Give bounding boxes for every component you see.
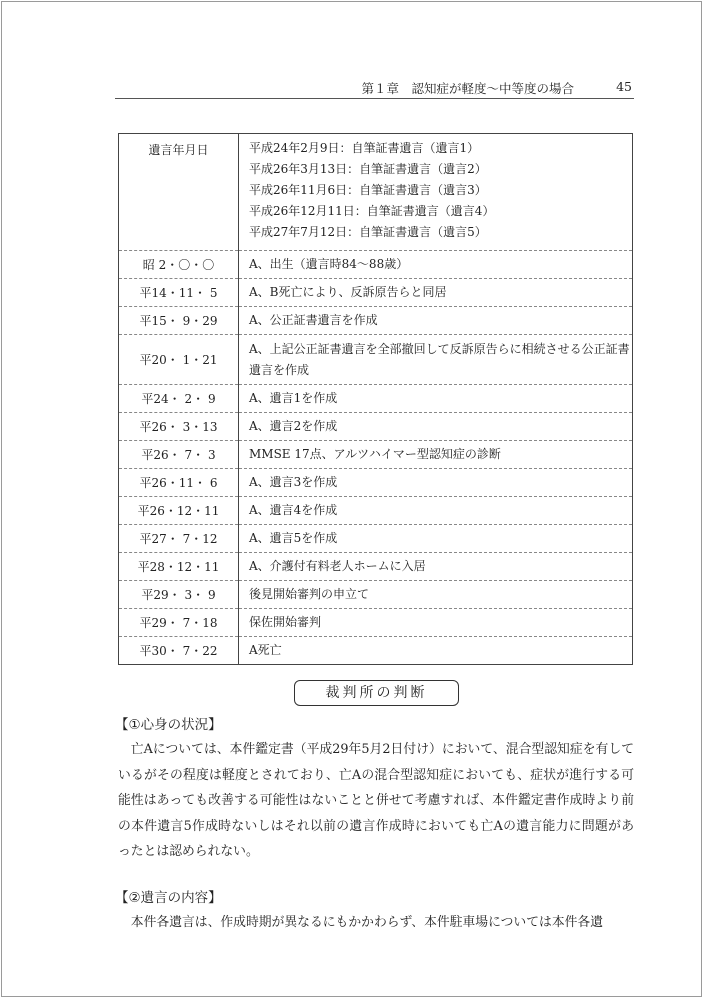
section-heading-mental-state: 【①心身の状況】 (115, 717, 222, 733)
row-date: 平27・ 7・12 (119, 525, 239, 553)
running-header (115, 78, 634, 99)
row-date: 平30・ 7・22 (119, 637, 239, 665)
table-row (119, 609, 633, 637)
table-row (119, 553, 633, 581)
row-date: 平24・ 2・ 9 (119, 385, 239, 413)
will-date-item: 平成26年11月6日：自筆証書遺言（遺言3） (249, 183, 487, 197)
chronology-table (118, 133, 633, 665)
row-date: 平29・ 7・18 (119, 609, 239, 637)
row-event: A、遺言3を作成 (239, 469, 633, 497)
row-date: 平26・ 7・ 3 (119, 441, 239, 469)
row-date: 平26・ 3・13 (119, 413, 239, 441)
will-dates-list (239, 134, 633, 251)
row-event: A、B死亡により、反訴原告らと同居 (239, 279, 633, 307)
row-event: A、上記公正証書遺言を全部撤回して反訴原告らに相続させる公正証書遺言を作成 (239, 335, 633, 385)
section-body-mental-state: 亡Aについては、本件鑑定書（平成29年5月2日付け）において、混合型認知症を有しているがその程度は軽度とされており、亡Aの混合型認知症においても、症状が進行する可能性はあっても改善する可能性はないことと併せて考慮すれば、本件鑑定書作成時より前の本件遺言5作成時ないしはそれ以前の遺言作成時においても亡Aの遺言能力に問題があったとは認められない。 (118, 742, 634, 859)
section-body-will-content: 本件各遺言は、作成時期が異なるにもかかわらず、本件駐車場については本件各遺 (130, 915, 604, 930)
row-date: 平29・ 3・ 9 (119, 581, 239, 609)
row-date: 昭 2・〇・〇 (119, 251, 239, 279)
row-event: A、遺言4を作成 (239, 497, 633, 525)
row-date: 平15・ 9・29 (119, 307, 239, 335)
table-row (119, 581, 633, 609)
page-number: 45 (616, 79, 632, 94)
row-event: A、介護付有料老人ホームに入居 (239, 553, 633, 581)
table-row (119, 335, 633, 385)
row-event: A、遺言2を作成 (239, 413, 633, 441)
row-date: 平14・11・ 5 (119, 279, 239, 307)
row-event: A、遺言1を作成 (239, 385, 633, 413)
row-event: MMSE 17点、アルツハイマー型認知症の診断 (239, 441, 633, 469)
will-date-item: 平成27年7月12日：自筆証書遺言（遺言5） (249, 225, 487, 239)
row-event: 保佐開始審判 (239, 609, 633, 637)
row-date: 平28・12・11 (119, 553, 239, 581)
table-row (119, 469, 633, 497)
will-dates-label: 遺言年月日 (119, 134, 239, 251)
table-row (119, 525, 633, 553)
section-title-box: 裁判所の判断 (294, 680, 459, 706)
row-date: 平20・ 1・21 (119, 335, 239, 385)
table-row (119, 413, 633, 441)
chapter-title: 第１章 認知症が軽度～中等度の場合 (361, 81, 574, 96)
row-date: 平26・12・11 (119, 497, 239, 525)
table-header-row (119, 134, 633, 251)
table-row (119, 251, 633, 279)
will-date-item: 平成24年2月9日：自筆証書遺言（遺言1） (249, 141, 480, 155)
row-event: A死亡 (239, 637, 633, 665)
table-row (119, 279, 633, 307)
row-event: 後見開始審判の申立て (239, 581, 633, 609)
row-event: A、公正証書遺言を作成 (239, 307, 633, 335)
table-row (119, 497, 633, 525)
table-row (119, 307, 633, 335)
document-page (1, 1, 702, 997)
table-row (119, 637, 633, 665)
table-row (119, 385, 633, 413)
row-date: 平26・11・ 6 (119, 469, 239, 497)
will-date-item: 平成26年12月11日：自筆証書遺言（遺言4） (249, 204, 495, 218)
table-row (119, 441, 633, 469)
row-event: A、遺言5を作成 (239, 525, 633, 553)
row-event: A、出生（遺言時84～88歳） (239, 251, 633, 279)
section-heading-will-content: 【②遺言の内容】 (115, 890, 222, 906)
will-date-item: 平成26年3月13日：自筆証書遺言（遺言2） (249, 162, 487, 176)
